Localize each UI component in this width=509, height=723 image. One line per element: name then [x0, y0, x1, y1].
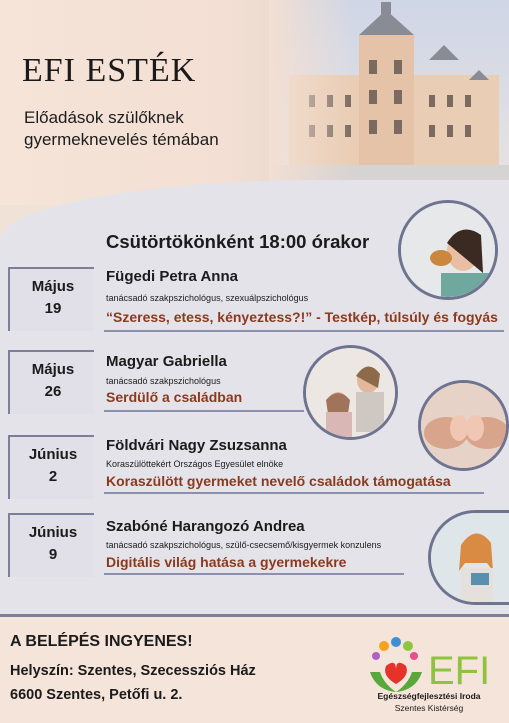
free-entry-notice: A BELÉPÉS INGYENES! [10, 633, 193, 650]
logo-sub: Szentes Kistérség [394, 703, 464, 713]
venue-text: Helyszín: Szentes, Szecessziós Ház [10, 663, 256, 679]
date-box [8, 435, 94, 499]
event-topic: Serdülő a családban [106, 389, 243, 405]
date-month: Június [28, 524, 78, 541]
speaker-role: Koraszülöttekért Országos Egyesület elnöke [106, 459, 284, 469]
date-month: Május [31, 361, 75, 378]
subtitle-line-1: Előadások szülőknek [24, 108, 184, 127]
date-month: Május [31, 278, 75, 295]
subtitle-line-2: gyermeknevelés témában [24, 130, 219, 149]
speaker-name: Magyar Gabriella [106, 353, 227, 370]
event-topic: Koraszülött gyermeket nevelő családok támogatása [106, 473, 451, 489]
page-title: EFI ESTÉK [22, 52, 197, 89]
date-month: Június [28, 446, 78, 463]
date-box [8, 513, 94, 577]
woman-eating-photo [398, 200, 498, 300]
date-day: 19 [44, 300, 62, 317]
speaker-role: tanácsadó szakpszichológus, szexuálpszichológus [106, 293, 309, 303]
speaker-name: Földvári Nagy Zsuzsanna [106, 437, 287, 454]
speaker-name: Fügedi Petra Anna [106, 268, 238, 285]
date-box [8, 267, 94, 331]
page-subtitle [24, 107, 264, 151]
divider [104, 410, 304, 412]
date-day: 26 [44, 383, 62, 400]
baby-feet-photo [418, 380, 509, 471]
building-photo [269, 0, 509, 200]
speaker-role: tanácsadó szakpszichológus, szülő-csecsemő/kisgyermek konzulens [106, 540, 382, 550]
divider [104, 573, 404, 575]
date-box [8, 350, 94, 414]
date-day: 9 [48, 546, 58, 563]
speaker-name: Szabóné Harangozó Andrea [106, 518, 305, 535]
divider [104, 492, 484, 494]
event-topic: “Szeress, etess, kényeztess?!” - Testkép, túlsúly és fogyás [106, 309, 498, 325]
logo-mark: EFI [428, 649, 491, 693]
mother-daughter-photo [303, 345, 398, 440]
address-text: 6600 Szentes, Petőfi u. 2. [10, 687, 183, 703]
date-day: 2 [48, 468, 58, 485]
speaker-role: tanácsadó szakpszichológus [106, 376, 221, 386]
header-band [0, 0, 509, 205]
event-topic: Digitális világ hatása a gyermekekre [106, 554, 347, 570]
logo-name: Egészségfejlesztési Iroda [377, 691, 481, 701]
weekly-time: Csütörtökönként 18:00 órakor [106, 231, 370, 252]
divider [104, 330, 504, 332]
